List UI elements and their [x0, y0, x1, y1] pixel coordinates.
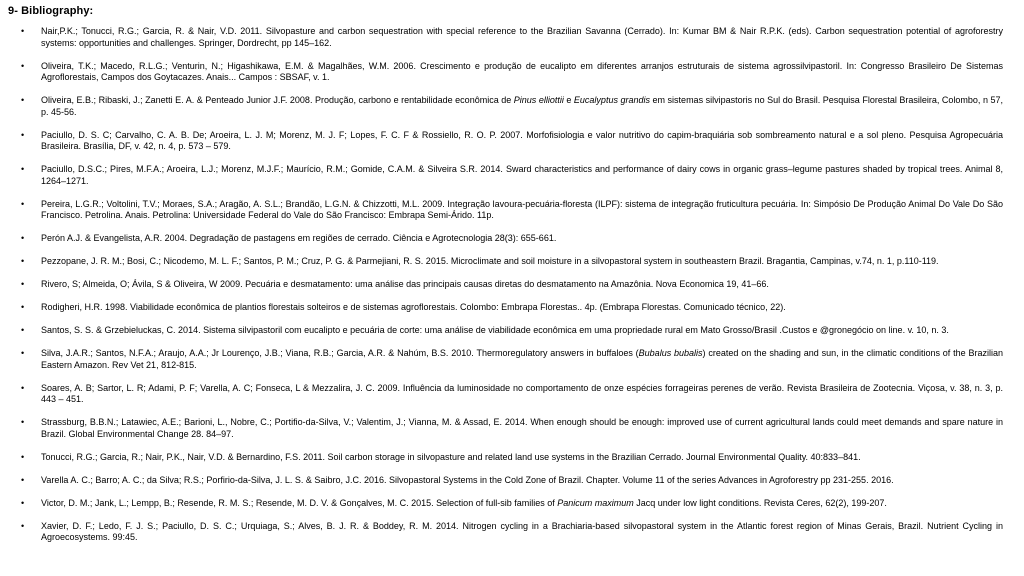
reference-text: Perón A.J. & Evangelista, A.R. 2004. Degradação de pastagens em regiões de cerrado. Ciência e Agrotecnologia 28(3): 655-661. — [41, 233, 557, 243]
bullet-icon: • — [21, 520, 25, 531]
bullet-icon: • — [21, 474, 25, 485]
reference-item — [0, 199, 1024, 222]
reference-item — [0, 256, 1024, 268]
reference-item — [0, 325, 1024, 337]
reference-item — [0, 26, 1024, 49]
bullet-icon: • — [21, 129, 25, 140]
reference-text: Paciullo, D.S.C.; Pires, M.F.A.; Aroeira, L.J.; Morenz, M.J.F.; Maurício, R.M.; Gomide, C.A.M. & Silveira S.R. 2014. Sward characteristics and performance of dairy cows in organic grass–legume pastures shaded by tropical trees. Animal 8, 1264–1271. — [41, 164, 1003, 186]
reference-item — [0, 279, 1024, 291]
reference-text: Strassburg, B.B.N.; Latawiec, A.E.; Barioni, L., Nobre, C.; Portifio-da-Silva, V.; Valentim, J.; Vianna, M. & Assad, E. 2014. When enough should be enough: improved use of current agricultural lands could meet demands and spare nature in Brazil. Global Environmental Change 28. 84–97. — [41, 417, 1003, 439]
reference-item — [0, 95, 1024, 118]
reference-text: Rivero, S; Almeida, O; Ávila, S & Oliveira, W 2009. Pecuária e desmatamento: uma análise das principais causas diretas do desmatamento na Amazônia. Nova Economica 19, 41–66. — [41, 279, 769, 289]
reference-item — [0, 417, 1024, 440]
reference-text: Pereira, L.G.R.; Voltolini, T.V.; Moraes, S.A.; Aragão, A. S.L.; Brandão, L.G.N. & Chizzotti, M.L. 2009. Integração lavoura-pecuária-floresta (ILPF): sistema de integração fruticultura pecuária. In: Simpósio De Produção Animal Do Vale Do São Francisco. Petrolina. Anais. Petrolina: Universidade Federal do Vale do São Francisco: Embrapa Semi-Árido. 11p. — [41, 198, 1003, 220]
bullet-icon: • — [21, 256, 25, 266]
references-list — [0, 26, 1024, 544]
bullet-icon: • — [21, 325, 25, 335]
bullet-icon: • — [21, 302, 25, 312]
reference-item — [0, 452, 1024, 464]
bullet-icon: • — [21, 348, 25, 358]
bullet-icon: • — [21, 60, 25, 71]
reference-item — [0, 521, 1024, 544]
reference-item — [0, 348, 1024, 371]
reference-text: Victor, D. M.; Jank, L.; Lempp, B.; Resende, R. M. S.; Resende, M. D. V. & Gonçalves, M. C. 2015. Selection of full-sib families of Panicum maximum Jacq under low light conditions. Revista Ceres, 62(2), 199-207. — [41, 497, 887, 508]
reference-text: Xavier, D. F.; Ledo, F. J. S.; Paciullo, D. S. C.; Urquiaga, S.; Alves, B. J. R. & Boddey, R. M. 2014. Nitrogen cycling in a Brachiaria-based silvopastoral system in the Atlantic forest region of Minas Gerais, Brazil. Nutrient Cycling in Agroecosystems. 99:45. — [41, 520, 1003, 542]
bullet-icon: • — [21, 497, 25, 508]
reference-item — [0, 475, 1024, 487]
reference-text: Paciullo, D. S. C; Carvalho, C. A. B. De; Aroeira, L. J. M; Morenz, M. J. F; Lopes, F. C. F & Rossiello, R. O. P. 2007. Morfofisiologia e valor nutritivo do capim-braquiária sob sombreamento natural e a sol pleno. Pesquisa Agropecuária Brasileira. Brasília, DF, v. 42, n. 4, p. 573 – 579. — [41, 129, 1003, 151]
page-title: 9- Bibliography: — [8, 5, 94, 17]
reference-item — [0, 302, 1024, 314]
bullet-icon: • — [21, 279, 25, 289]
bullet-icon: • — [21, 233, 25, 243]
reference-text: Soares, A. B; Sartor, L. R; Adami, P. F; Varella, A. C; Fonseca, L & Mezzalira, J. C. 2009. Influência da luminosidade no comportamento de onze espécies forrageiras perenes de verão. Revista Brasileira de Zootecnia. Viçosa, v. 38, n. 3, p. 443 – 451. — [41, 382, 1003, 404]
bullet-icon: • — [21, 417, 25, 427]
reference-item — [0, 164, 1024, 187]
bullet-icon: • — [21, 198, 25, 209]
bullet-icon: • — [21, 26, 25, 36]
reference-item — [0, 61, 1024, 84]
reference-text: Nair,P.K.; Tonucci, R.G.; Garcia, R. & Nair, V.D. 2011. Silvopasture and carbon sequestration with special reference to the Brazilian Savanna (Cerrado). In: Kumar BM & Nair R.P.K. (eds). Carbon sequestration potential of agroforestry systems: opportunities and challenges. Springer, Dordrecht, pp 145–162. — [41, 26, 1003, 48]
reference-text: Rodigheri, H.R. 1998. Viabilidade econômica de plantios florestais solteiros e de sistemas agroflorestais. Colombo: Embrapa Florestas.. 4p. (Embrapa Florestas. Comunicado técnico, 22). — [41, 302, 786, 312]
bullet-icon: • — [21, 164, 25, 174]
bullet-icon: • — [21, 451, 25, 462]
reference-item — [0, 383, 1024, 406]
reference-item — [0, 498, 1024, 510]
reference-item — [0, 130, 1024, 153]
reference-text: Tonucci, R.G.; Garcia, R.; Nair, P.K., Nair, V.D. & Bernardino, F.S. 2011. Soil carbon storage in silvopasture and related land use systems in the Brazilian Cerrado. Journal Environmental Quality. 40:833–841. — [41, 451, 861, 462]
bullet-icon: • — [21, 382, 25, 393]
reference-text: Pezzopane, J. R. M.; Bosi, C.; Nicodemo, M. L. F.; Santos, P. M.; Cruz, P. G. & Parmejiani, R. S. 2015. Microclimate and soil moisture in a silvopastoral system in southeastern Brazil. Bragantia, Campinas, v.74, n. 1, p.110-119. — [41, 256, 939, 266]
reference-text: Santos, S. S. & Grzebieluckas, C. 2014. Sistema silvipastoril com eucalipto e pecuária de corte: uma análise de viabilidade econômica em uma propriedade rural em Mato Grosso/Brasil .Custos e @gronegócio on line. v. 10, n. 3. — [41, 325, 949, 335]
reference-item — [0, 233, 1024, 245]
bullet-icon: • — [21, 95, 25, 105]
reference-text: Varella A. C.; Barro; A. C.; da Silva; R.S.; Porfirio-da-Silva, J. L. S. & Saibro, J.C. 2016. Silvopastoral Systems in the Cold Zone of Brazil. Chapter. Volume 11 of the series Advances in Agroforestry pp 231-255. 2016. — [41, 474, 894, 485]
reference-text: Oliveira, T.K.; Macedo, R.L.G.; Venturin, N.; Higashikawa, E.M. & Magalhães, W.M. 2006. Crescimento e produção de eucalipto em diferentes arranjos estruturais de sistema agrossilvipastoril. In: Congresso Brasileiro De Sistemas Agroflorestais, Campos dos Goytacazes. Anais... Campos : SBSAF, v. 1. — [41, 60, 1003, 82]
reference-text: Oliveira, E.B.; Ribaski, J.; Zanetti E. A. & Penteado Junior J.F. 2008. Produção, carbono e rentabilidade econômica de Pinus elliottii e Eucalyptus grandis em sistemas silvipastoris no Sul do Brasil. Pesquisa Florestal Brasileira, Colombo, n 57, p. 45-56. — [41, 95, 1004, 117]
reference-text: Silva, J.A.R.; Santos, N.F.A.; Araujo, A.A.; Jr Lourenço, J.B.; Viana, R.B.; Garcia, A.R. & Nahúm, B.S. 2010. Thermoregulatory answers in buffaloes (Bubalus bubalis) created on the shading and sun, in the climatic conditions of the Brazilian Eastern Amazon. Rev Vet 21, 812-815. — [41, 348, 1003, 370]
